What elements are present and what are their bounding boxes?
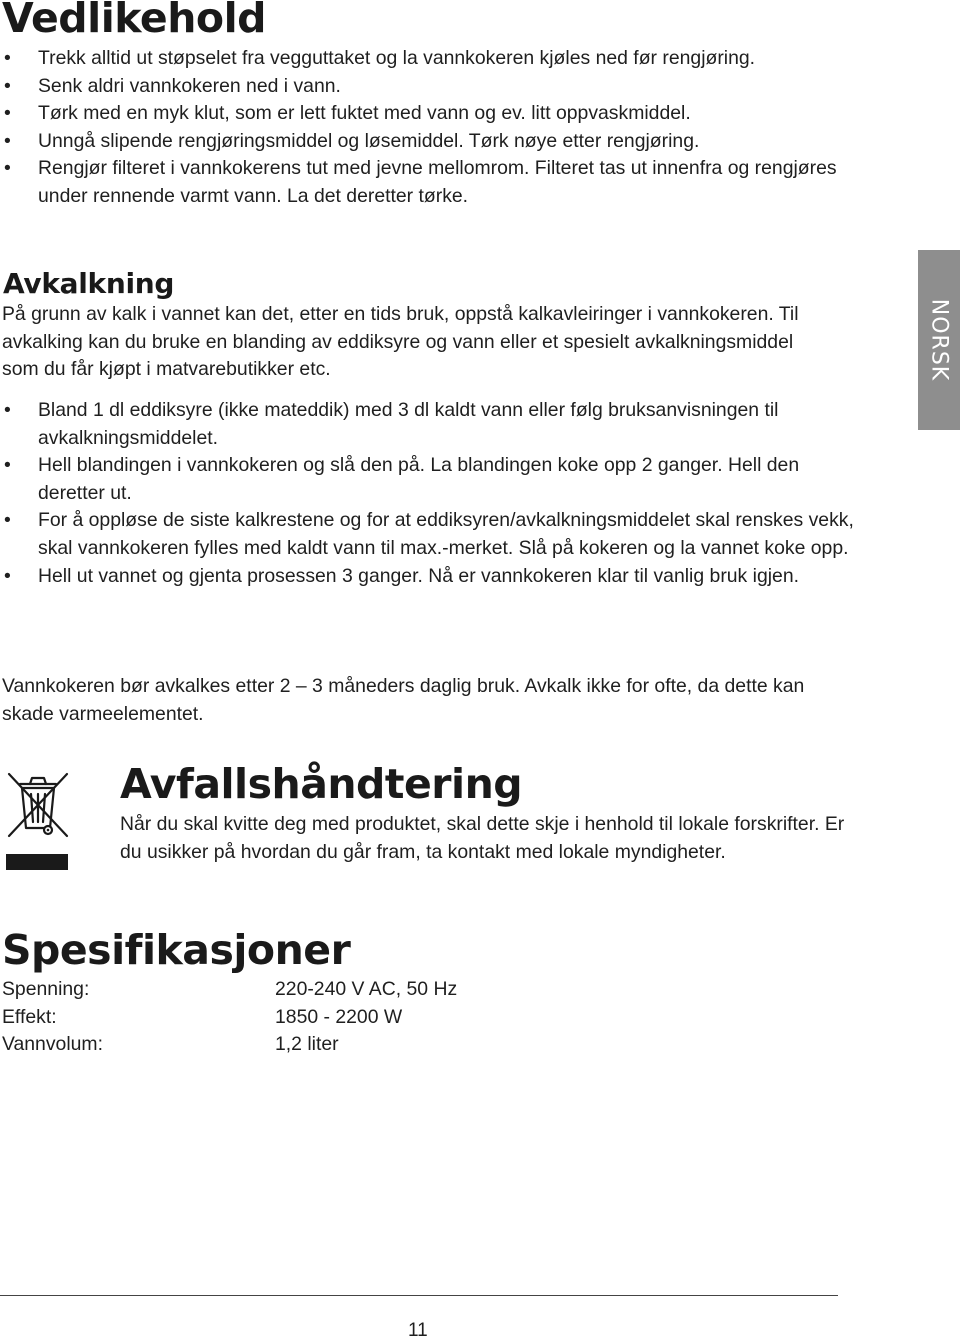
maintenance-list — [0, 45, 870, 211]
spec-value: 1850 - 2200 W — [275, 1005, 403, 1028]
specifications-title: Spesifikasjoner — [2, 926, 351, 974]
bullet-icon: • — [4, 102, 11, 125]
list-item: • Hell blandingen i vannkokeren og slå den på. La blandingen koke opp 2 ganger. Hell den deretter ut. — [4, 454, 800, 504]
descaling-list — [0, 397, 870, 590]
spec-row — [2, 976, 457, 1004]
descaling-note: Vannkokeren bør avkalkes etter 2 – 3 måneders daglig bruk. Avkalk ikke for ofte, da dette kan skade varmeelementet. — [2, 675, 805, 725]
spec-value: 1,2 liter — [275, 1033, 339, 1056]
list-item: • Rengjør filteret i vannkokerens tut med jevne mellomrom. Filteret tas ut innenfra og rengjøres under rennende varmt vann. La det deretter tørke. — [4, 157, 837, 207]
disposal-text: Når du skal kvitte deg med produktet, skal dette skje i henhold til lokale forskrifter. Er du usikker på hvordan du går fram, ta kontakt med lokale myndigheter. — [120, 813, 845, 863]
spec-value: 220-240 V AC, 50 Hz — [275, 978, 458, 1000]
bullet-icon: • — [4, 454, 11, 477]
specifications-table — [2, 976, 457, 1059]
list-item: • Senk aldri vannkokeren ned i vann. — [0, 73, 870, 101]
bullet-icon: • — [4, 129, 11, 152]
language-label: NORSK — [926, 298, 952, 382]
spec-label: Effekt: — [2, 1005, 57, 1028]
spec-label: Vannvolum: — [2, 1033, 103, 1056]
bullet-icon: • — [4, 47, 11, 69]
page-number: 11 — [408, 1320, 428, 1341]
disposal-title: Avfallshåndtering — [120, 760, 523, 808]
list-item: • Tørk med en myk klut, som er lett fuktet med vann og ev. litt oppvaskmiddel. — [0, 100, 870, 128]
bullet-icon: • — [4, 157, 11, 180]
bullet-icon: • — [4, 564, 11, 587]
list-item: • For å oppløse de siste kalkrestene og for at eddiksyren/avkalkningsmiddelet skal renskes vekk, skal vannkokeren fylles med kaldt vann til max.-merket. Slå på kokeren og la vannet koke opp. — [4, 509, 854, 559]
list-item: • Hell ut vannet og gjenta prosessen 3 ganger. Nå er vannkokeren klar til vanlig bruk igjen. — [0, 563, 870, 591]
language-side-tab — [918, 250, 960, 430]
spec-row — [2, 1004, 457, 1032]
footer-divider — [0, 1295, 838, 1296]
bullet-icon: • — [4, 399, 11, 421]
spec-label: Spenning: — [2, 978, 90, 1000]
bullet-icon: • — [4, 509, 11, 532]
crossed-out-wheelie-bin-icon — [6, 770, 70, 872]
maintenance-title: Vedlikehold — [2, 0, 266, 42]
descaling-intro: På grunn av kalk i vannet kan det, etter en tids bruk, oppstå kalkavleiringer i vannkokeren. Til avkalking kan du bruke en blanding av eddiksyre og vann eller et spesielt avkalkningsmiddel som du får kjøpt i matvarebutikker etc. — [2, 303, 799, 381]
bullet-icon: • — [4, 74, 11, 97]
descaling-title: Avkalkning — [3, 267, 175, 300]
spec-row — [2, 1031, 457, 1059]
list-item: • Unngå slipende rengjøringsmiddel og løsemiddel. Tørk nøye etter rengjøring. — [0, 128, 870, 156]
list-item: • Trekk alltid ut støpselet fra vegguttaket og la vannkokeren kjøles ned før rengjøring. — [0, 45, 870, 73]
list-item: • Bland 1 dl eddiksyre (ikke mateddik) med 3 dl kaldt vann eller følg bruksanvisningen til avkalkningsmiddelet. — [4, 399, 779, 449]
